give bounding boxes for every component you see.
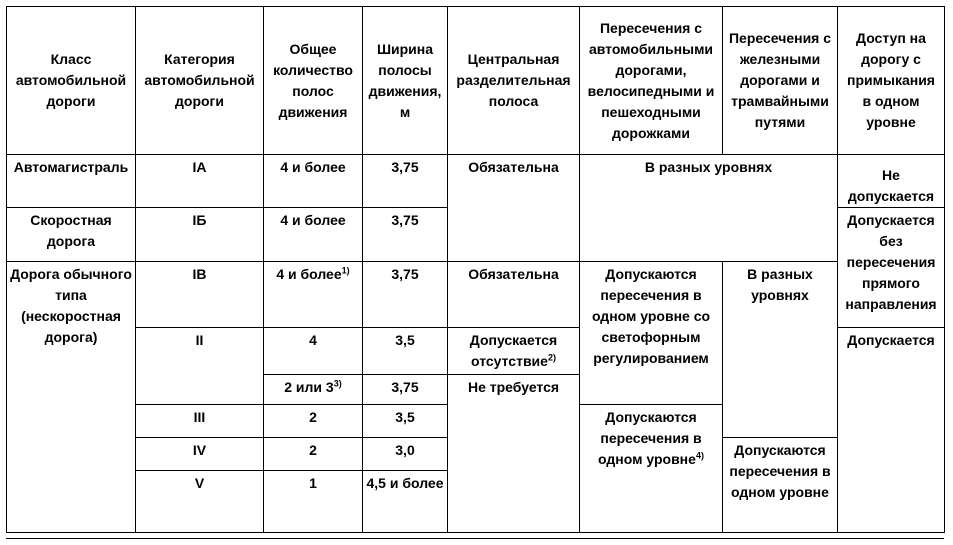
- category-ib: IБ: [136, 208, 264, 262]
- width-ii-b: 3,75: [363, 375, 448, 405]
- category-ia: IA: [136, 155, 264, 208]
- road-crossings-iv-ii: Допускаются пересечения в одном уровне со светофорным регулированием: [580, 262, 723, 405]
- header-lane-width: Ширина полосы движения, м: [363, 7, 448, 155]
- lanes-ii-b-cell: [264, 375, 363, 405]
- rail-crossings-iv-v: Допускаются пересечения в одном уровне: [723, 438, 838, 533]
- access-ib-iv: Допускается без пересечения прямого направления: [838, 208, 945, 328]
- road-crossings-rest-cell: [580, 405, 723, 533]
- category-iv: IB: [136, 262, 264, 328]
- footnote-3: 3): [333, 378, 342, 389]
- width-ia: 3,75: [363, 155, 448, 208]
- width-ii-a: 3,5: [363, 328, 448, 375]
- category-iii: III: [136, 405, 264, 438]
- table-row: [7, 262, 945, 328]
- access-rest: Допускается: [838, 328, 945, 533]
- class-ordinary: Дорога обычного типа (нескоростная дорога): [7, 262, 136, 533]
- lanes-iii: 2: [264, 405, 363, 438]
- median-rest: Не требуется: [448, 375, 580, 533]
- rail-crossings-iv-ii-iii: В разных уровнях: [723, 262, 838, 438]
- header-road-category: Категория автомобильной дороги: [136, 7, 264, 155]
- header-rail-crossings: Пересечения с железными дорогами и трамвайными путями: [723, 7, 838, 155]
- road-classification-table: [6, 6, 945, 533]
- median-iv: Обязательна: [448, 262, 580, 328]
- category-iv-cat: IV: [136, 438, 264, 471]
- access-ia: Не допускается: [838, 155, 945, 208]
- header-lane-count: Общее количество полос движения: [264, 7, 363, 155]
- lanes-iv-cell: [264, 262, 363, 328]
- header-road-class: Класс автомобильной дороги: [7, 7, 136, 155]
- class-express: Скоростная дорога: [7, 208, 136, 262]
- median-ii-a-cell: [448, 328, 580, 375]
- header-access: Доступ на дорогу с примыкания в одном уровне: [838, 7, 945, 155]
- header-median: Центральная разделительная полоса: [448, 7, 580, 155]
- lanes-ia: 4 и более: [264, 155, 363, 208]
- category-ii: II: [136, 328, 264, 405]
- class-motorway: Автомагистраль: [7, 155, 136, 208]
- header-row: [7, 7, 945, 155]
- width-iv-cat: 3,0: [363, 438, 448, 471]
- width-iii: 3,5: [363, 405, 448, 438]
- width-iv: 3,75: [363, 262, 448, 328]
- category-v: V: [136, 471, 264, 533]
- footnote-4: 4): [695, 450, 704, 461]
- lanes-iv-cat: 2: [264, 438, 363, 471]
- lanes-ii-b: 2 или 3: [284, 379, 334, 395]
- table-row: [7, 155, 945, 208]
- lanes-v: 1: [264, 471, 363, 533]
- bottom-divider: [6, 538, 944, 539]
- width-ib: 3,75: [363, 208, 448, 262]
- footnote-1: 1): [341, 265, 350, 276]
- median-ii-a: Допускается отсутствие: [469, 332, 558, 369]
- lanes-ii-a: 4: [264, 328, 363, 375]
- header-road-crossings: Пересечения с автомобильными дорогами, велосипедными и пешеходными дорожками: [580, 7, 723, 155]
- median-ia-ib: Обязательна: [448, 155, 580, 262]
- road-crossings-ia-ib: В разных уровнях: [580, 155, 838, 262]
- lanes-iv: 4 и более: [276, 266, 342, 282]
- footnote-2: 2): [547, 352, 556, 363]
- lanes-ib: 4 и более: [264, 208, 363, 262]
- width-v: 4,5 и более: [363, 471, 448, 533]
- road-crossings-rest: Допускаются пересечения в одном уровне: [598, 409, 702, 467]
